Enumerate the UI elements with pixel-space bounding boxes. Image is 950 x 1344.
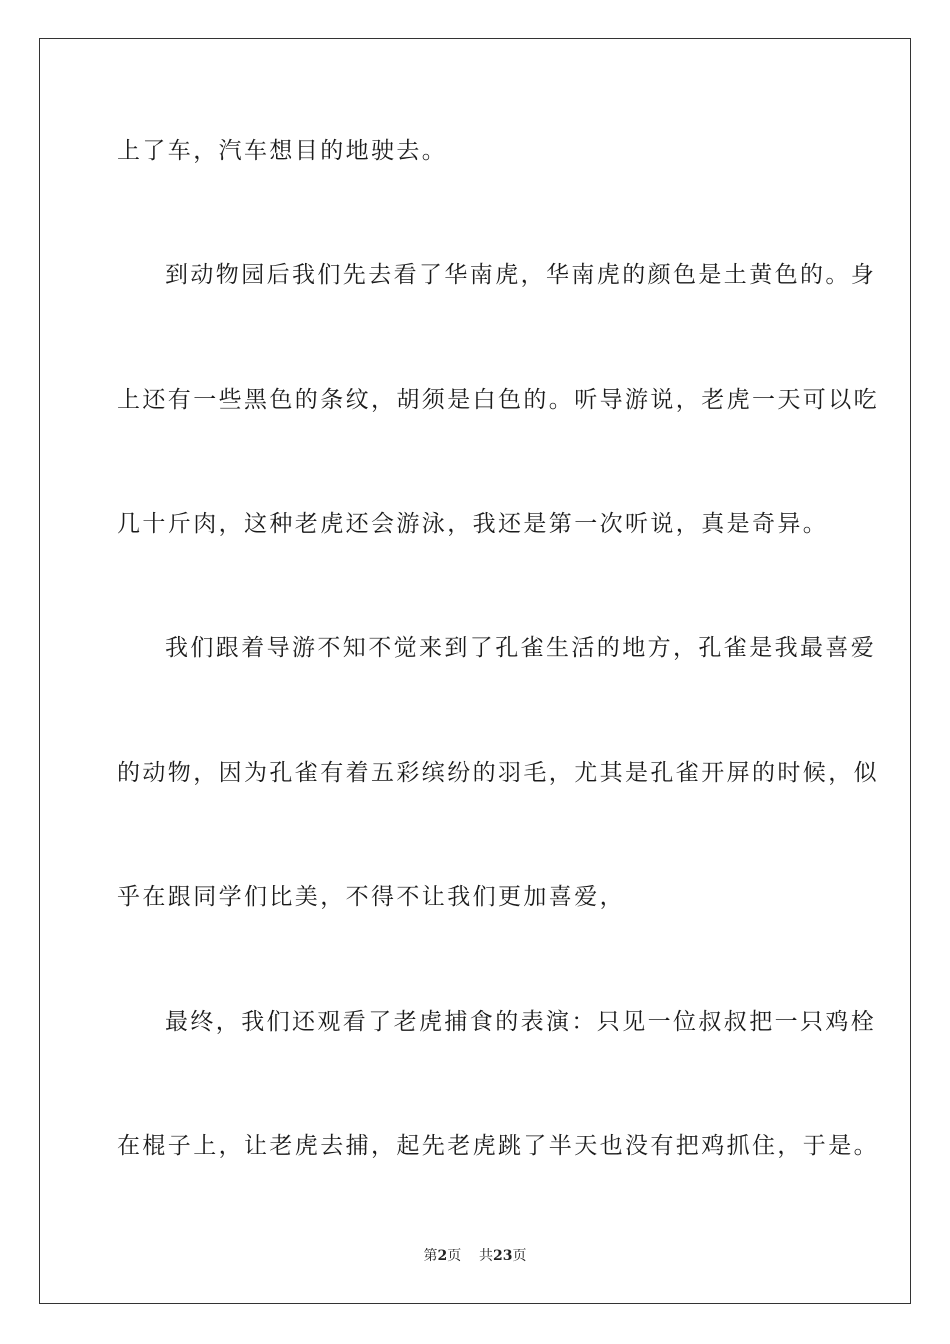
page-border: [39, 38, 911, 1304]
text-line-9: 在棍子上，让老虎去捕，起先老虎跳了半天也没有把鸡抓住，于是。: [117, 1133, 879, 1159]
page-suffix: 页: [447, 1248, 462, 1264]
text-line-3: 上还有一些黑色的条纹，胡须是白色的。听导游说，老虎一天可以吃: [117, 387, 879, 413]
page-footer: [0, 1246, 950, 1266]
total-pages: 23: [493, 1248, 513, 1264]
text-line-4: 几十斤肉，这种老虎还会游泳，我还是第一次听说，真是奇异。: [117, 511, 829, 537]
text-line-1: 上了车，汽车想目的地驶去。: [117, 138, 448, 164]
total-suffix: 页: [512, 1248, 527, 1264]
text-line-2: 到动物园后我们先去看了华南虎，华南虎的颜色是土黄色的。身: [165, 262, 877, 288]
text-line-5: 我们跟着导游不知不觉来到了孔雀生活的地方，孔雀是我最喜爱: [165, 635, 877, 661]
total-prefix: 共: [479, 1248, 494, 1264]
page-prefix: 第: [423, 1248, 438, 1264]
text-line-6: 的动物，因为孔雀有着五彩缤纷的羽毛，尤其是孔雀开屏的时候，似: [117, 760, 879, 786]
page-number: 2: [437, 1248, 448, 1264]
text-line-8: 最终，我们还观看了老虎捕食的表演：只见一位叔叔把一只鸡栓: [165, 1009, 877, 1035]
text-line-7: 乎在跟同学们比美，不得不让我们更加喜爱，: [117, 884, 625, 910]
